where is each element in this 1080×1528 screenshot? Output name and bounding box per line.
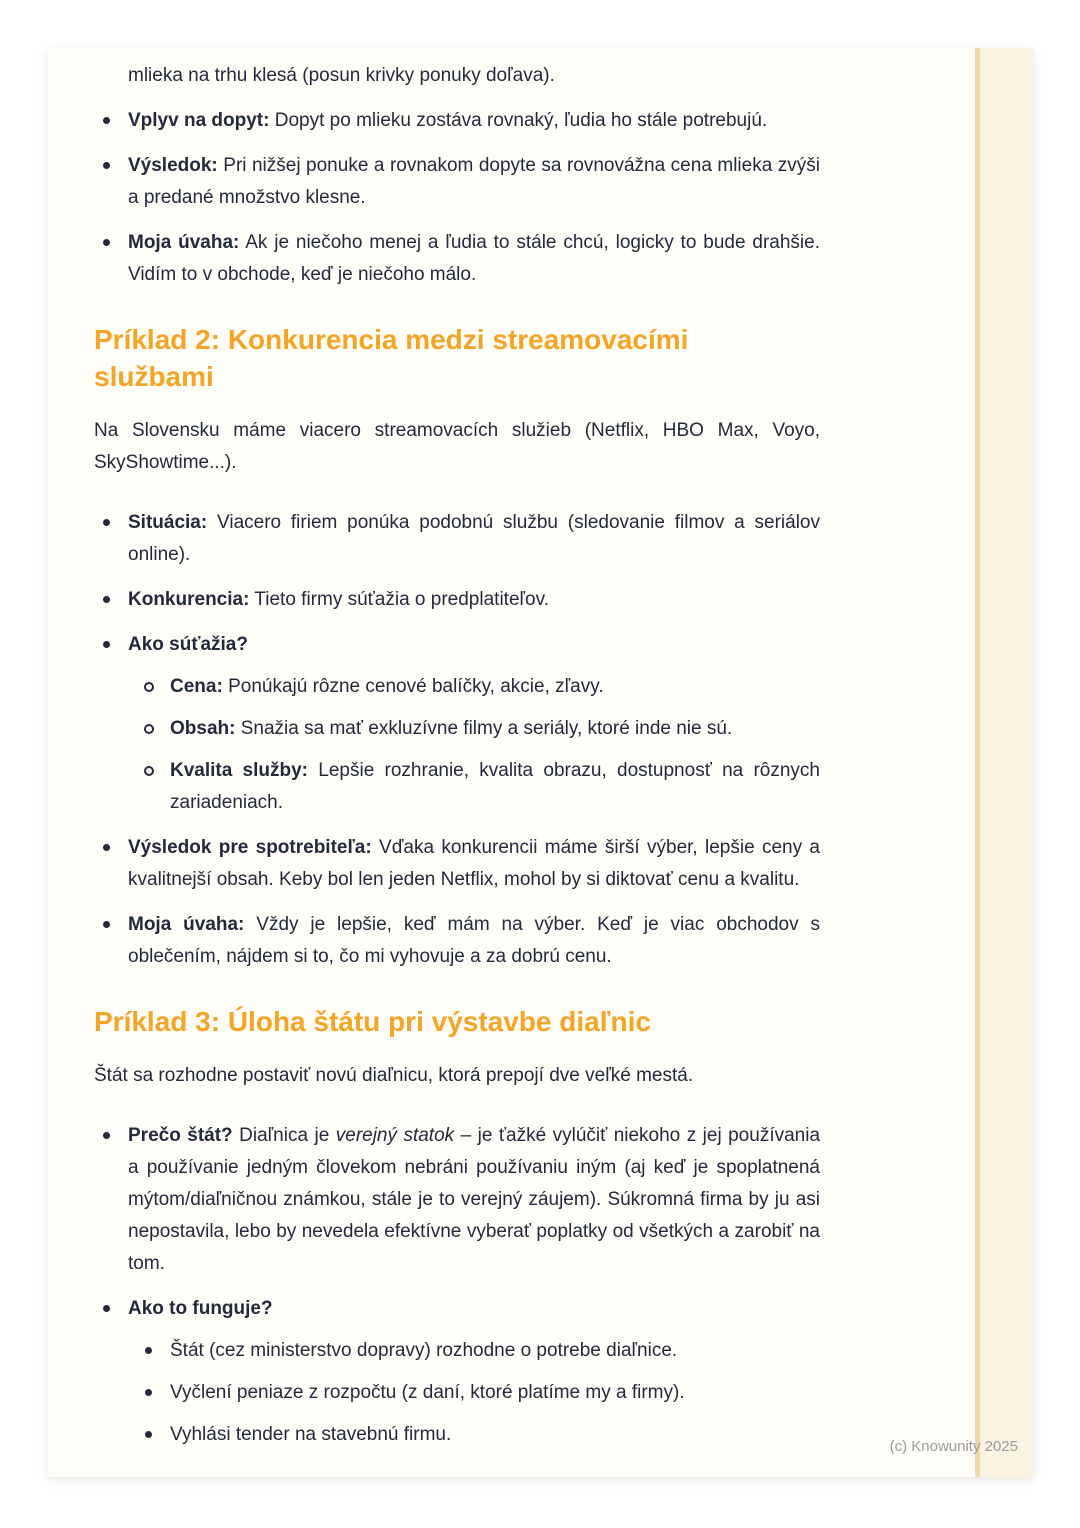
item-label: Moja úvaha: [128,232,240,253]
page-content [94,60,820,1459]
list-item [94,909,820,973]
item-label: Cena: [170,676,223,697]
item-text: Lepšie rozhranie, kvalita obrazu, dostupnosť na rôznych zariadeniach. [170,760,820,813]
item-label: Ako súťažia? [128,634,248,655]
item-label: Prečo štát? [128,1125,233,1146]
list-item [94,105,820,137]
item-text: Tieto firmy súťažia o predplatiteľov. [254,589,549,610]
sub-list-item [136,1335,820,1367]
item-label: Kvalita služby: [170,760,309,781]
item-text: Snažia sa mať exkluzívne filmy a seriály, ktoré inde nie sú. [240,718,733,739]
list-item [94,1293,820,1451]
item-text: – je ťažké vylúčiť niekoho z jej používania a používanie jedným človekom nebráni používaniu iným (aj keď je spoplatnená mýtom/diaľničnou známkou, stále je to verejný záujem). Súkromná firma by ju asi nepostavila, lebo by nevedela efektívne vyberať poplatky od všetkých a zarobiť na tom. [128,1125,821,1274]
item-text: Pri nižšej ponuke a rovnakom dopyte sa rovnovážna cena mlieka zvýši a predané množstvo klesne. [128,155,821,208]
list-item [94,227,820,291]
sub-list-item [136,755,820,819]
item-text: Vyhlási tender na stavebnú firmu. [170,1424,452,1445]
item-text: Ak je niečoho menej a ľudia to stále chcú, logicky to bude drahšie. Vidím to v obchode, keď je niečoho málo. [128,232,820,285]
bullet-list-highway [94,1120,820,1451]
item-text: Viacero firiem ponúka podobnú službu (sledovanie filmov a seriálov online). [128,512,820,565]
list-item [94,832,820,896]
item-label: Moja úvaha: [128,914,245,935]
item-label: Situácia: [128,512,208,533]
document-page [48,48,1033,1477]
item-label: Výsledok pre spotrebiteľa: [128,837,372,858]
item-label: Obsah: [170,718,236,739]
bullet-list-milk [94,105,820,291]
section-heading-priklad-3: Príklad 3: Úloha štátu pri výstavbe diaľnic [94,1006,651,1037]
item-text: Diaľnica je [239,1125,330,1146]
item-text: Ponúkajú rôzne cenové balíčky, akcie, zľavy. [228,676,604,697]
section-intro: Štát sa rozhodne postaviť novú diaľnicu, ktorá prepojí dve veľké mestá. [94,1065,694,1086]
sub-list-how-they-compete [136,671,820,819]
item-label: Konkurencia: [128,589,250,610]
list-item [94,1120,820,1280]
sub-list-item [136,1377,820,1409]
sub-list-how-it-works [136,1335,820,1451]
list-item [94,629,820,819]
item-text: Vyčlení peniaze z rozpočtu (z daní, ktoré platíme my a firmy). [170,1382,685,1403]
sub-list-item [136,671,820,703]
item-label: Ako to funguje? [128,1298,273,1319]
section-heading-priklad-2: Príklad 2: Konkurencia medzi streamovacími službami [94,324,689,392]
page-right-accent-band [975,48,1033,1477]
list-item [94,150,820,214]
item-text: Štát (cez ministerstvo dopravy) rozhodne o potrebe diaľnice. [170,1340,678,1361]
continuation-text: mlieka na trhu klesá (posun krivky ponuky doľava). [128,65,555,86]
section-intro: Na Slovensku máme viacero streamovacích služieb (Netflix, HBO Max, Voyo, SkyShowtime...). [94,420,820,473]
sub-list-item [136,1419,820,1451]
list-item [94,507,820,571]
item-text: Vďaka konkurencii máme širší výber, lepšie ceny a kvalitnejší obsah. Keby bol len jeden Netflix, mohol by si diktovať cenu a kvalitu. [128,837,820,890]
item-text: Dopyt po mlieku zostáva rovnaký, ľudia ho stále potrebujú. [274,110,768,131]
sub-list-item [136,713,820,745]
knowunity-watermark: (c) Knowunity 2025 [889,1438,1018,1455]
bullet-list-streaming [94,507,820,973]
item-text-italic: verejný statok [335,1125,455,1146]
item-label: Výsledok: [128,155,218,176]
item-label: Vplyv na dopyt: [128,110,270,131]
list-item [94,584,820,616]
item-text: Vždy je lepšie, keď mám na výber. Keď je viac obchodov s oblečením, nájdem si to, čo mi vyhovuje a za dobrú cenu. [128,914,820,967]
